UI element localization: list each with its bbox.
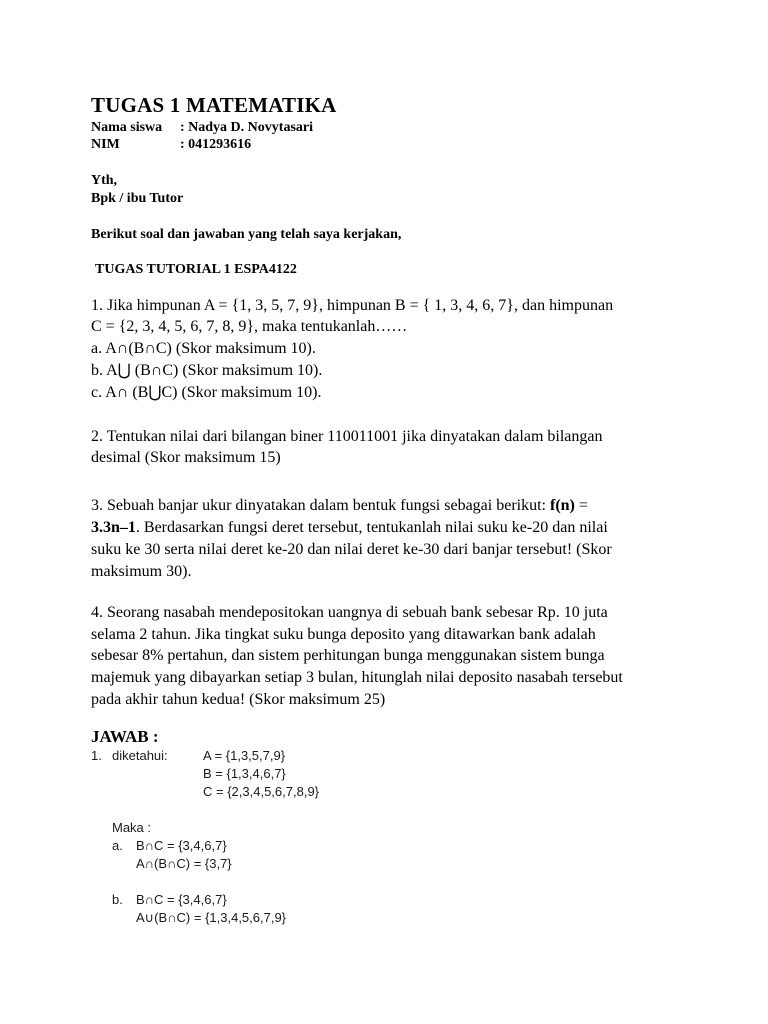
answer-a-label: a. bbox=[112, 838, 123, 853]
answer-b-label: b. bbox=[112, 892, 123, 907]
answer-heading: JAWAB : bbox=[91, 727, 159, 746]
set-c: C = {2,3,4,5,6,7,8,9} bbox=[203, 784, 320, 799]
question-1-part-a: a. A∩(B∩C) (Skor maksimum 10). bbox=[91, 340, 316, 357]
set-b: B = {1,3,4,6,7} bbox=[203, 766, 286, 781]
question-3-equals: = bbox=[574, 497, 588, 514]
nim-label: NIM bbox=[91, 137, 120, 152]
question-3-text-1: 3. Sebuah banjar ukur dinyatakan dalam bentuk fungsi sebagai berikut: bbox=[91, 497, 550, 514]
function-formula: 3.3n–1 bbox=[91, 519, 136, 536]
set-a: A = {1,3,5,7,9} bbox=[203, 748, 286, 763]
given-label: diketahui: bbox=[112, 748, 168, 763]
function-notation: f(n) bbox=[549, 497, 575, 514]
question-3-line-1 bbox=[91, 495, 588, 516]
question-2-line-2: desimal (Skor maksimum 15) bbox=[91, 449, 281, 466]
student-name-label: Nama siswa bbox=[91, 120, 163, 135]
question-4-line-1: 4. Seorang nasabah mendepositokan uangnya di sebuah bank sebesar Rp. 10 juta bbox=[91, 604, 608, 621]
answer-number: 1. bbox=[91, 748, 102, 763]
answer-a-step-2: A∩(B∩C) = {3,7} bbox=[136, 856, 232, 871]
nim-value: : 041293616 bbox=[180, 137, 252, 152]
answer-b-step-1: B∩C = {3,4,6,7} bbox=[136, 892, 227, 907]
intro-line: Berikut soal dan jawaban yang telah saya kerjakan, bbox=[91, 227, 402, 242]
question-1-line-1: 1. Jika himpunan A = {1, 3, 5, 7, 9}, himpunan B = { 1, 3, 4, 6, 7}, dan himpunan bbox=[91, 297, 614, 314]
question-4-line-2: selama 2 tahun. Jika tingkat suku bunga deposito yang ditawarkan bank adalah bbox=[91, 626, 596, 643]
student-name-value: : Nadya D. Novytasari bbox=[180, 120, 313, 135]
recipient-line: Bpk / ibu Tutor bbox=[91, 191, 184, 206]
answer-b-step-2: A∪(B∩C) = {1,3,4,5,6,7,9} bbox=[136, 910, 287, 925]
question-4-line-4: majemuk yang dibayarkan setiap 3 bulan, hitunglah nilai deposito nasabah tersebut bbox=[91, 669, 623, 686]
greeting-line: Yth, bbox=[91, 173, 118, 188]
question-1-part-c: c. A∩ (B⋃C) (Skor maksimum 10). bbox=[91, 384, 322, 401]
question-3-line-4: maksimum 30). bbox=[91, 563, 192, 580]
question-3-line-3: suku ke 30 serta nilai deret ke-20 dan nilai deret ke-30 dari banjar tersebut! (Skor bbox=[91, 541, 612, 558]
question-4-line-3: sebesar 8% pertahun, dan sistem perhitungan bunga menggunakan sistem bunga bbox=[91, 647, 605, 664]
question-1-line-2: C = {2, 3, 4, 5, 6, 7, 8, 9}, maka tentukanlah…… bbox=[91, 318, 408, 335]
question-4-line-5: pada akhir tahun kedua! (Skor maksimum 25) bbox=[91, 691, 386, 708]
question-2-line-1: 2. Tentukan nilai dari bilangan biner 110011001 jika dinyatakan dalam bilangan bbox=[91, 428, 603, 445]
question-1-part-b: b. A⋃ (B∩C) (Skor maksimum 10). bbox=[91, 362, 323, 379]
answer-a-step-1: B∩C = {3,4,6,7} bbox=[136, 838, 227, 853]
question-3-text-2: . Berdasarkan fungsi deret tersebut, tentukanlah nilai suku ke-20 dan nilai bbox=[135, 519, 608, 536]
section-heading: TUGAS TUTORIAL 1 ESPA4122 bbox=[95, 262, 297, 277]
question-3-line-2 bbox=[91, 517, 608, 538]
document-title: TUGAS 1 MATEMATIKA bbox=[91, 93, 337, 117]
then-label: Maka : bbox=[112, 820, 152, 835]
